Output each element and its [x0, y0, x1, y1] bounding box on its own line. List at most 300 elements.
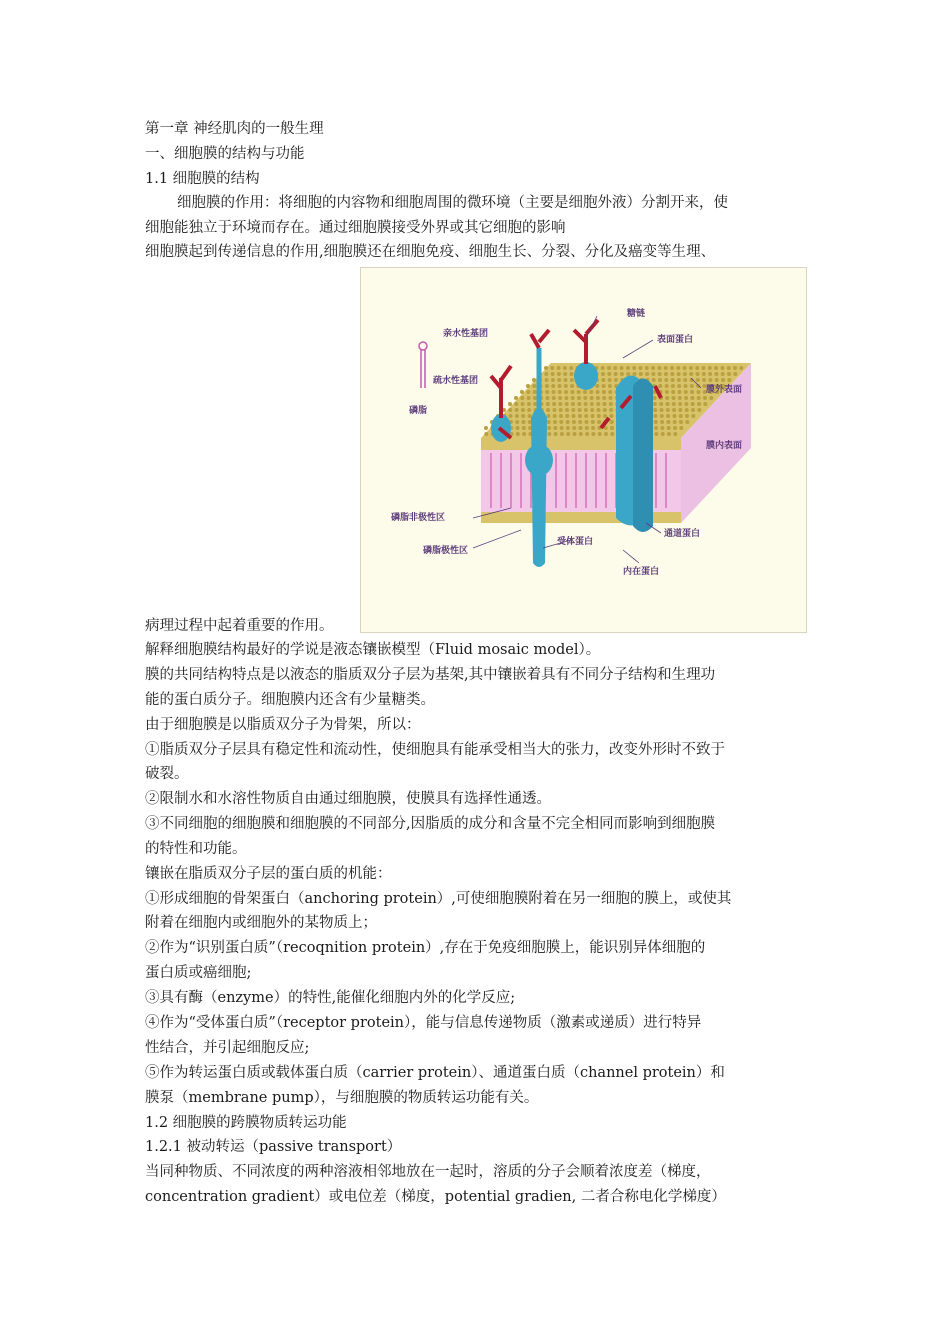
- lipid-head-bead: [654, 426, 658, 430]
- lipid-head-bead: [691, 414, 695, 418]
- lipid-head-bead: [691, 402, 695, 406]
- lipid-head-bead: [671, 378, 675, 382]
- lipid-head-bead: [721, 378, 725, 382]
- lipid-head-bead: [702, 366, 706, 370]
- lipid-head-bead: [671, 384, 675, 388]
- lipid-head-bead: [585, 432, 589, 436]
- lipid-head-bead: [591, 426, 595, 430]
- lipid-head-bead: [560, 432, 564, 436]
- list-item: ①脂质双分子层具有稳定性和流动性，使细胞具有能承受相当大的张力，改变外形时不致于: [145, 742, 725, 758]
- phospholipid-icon: [419, 342, 427, 350]
- list-item: ②限制水和水溶性物质自由通过细胞膜，使膜具有选择性通透。: [145, 791, 551, 807]
- lipid-head-bead: [520, 396, 524, 400]
- lipid-head-bead: [589, 390, 593, 394]
- lipid-head-bead: [607, 366, 611, 370]
- lipid-head-bead: [560, 426, 564, 430]
- lipid-head-bead: [678, 390, 682, 394]
- lipid-head-bead: [672, 408, 676, 412]
- lipid-head-bead: [547, 426, 551, 430]
- lipid-head-bead: [620, 366, 624, 370]
- paragraph-line: 病理过程中起着重要的作用。: [145, 618, 334, 634]
- paragraph-line: 由于细胞膜是以脂质双分子为骨架，所以：: [145, 717, 421, 733]
- lipid-head-bead: [596, 396, 600, 400]
- lipid-head-bead: [527, 408, 531, 412]
- lipid-head-bead: [690, 396, 694, 400]
- lipid-head-bead: [584, 414, 588, 418]
- lipid-head-bead: [546, 396, 550, 400]
- lipid-head-bead: [564, 384, 568, 388]
- lipid-head-bead: [563, 366, 567, 370]
- lipid-head-bead: [666, 420, 670, 424]
- lipid-head-bead: [667, 426, 671, 430]
- lipid-head-bead: [690, 390, 694, 394]
- lipid-head-bead: [557, 372, 561, 376]
- lipid-head-bead: [597, 408, 601, 412]
- paragraph-line: concentration gradient）或电位差（梯度，potential gradien, 二者合称电化学梯度）: [145, 1189, 726, 1205]
- lipid-head-bead: [554, 432, 558, 436]
- lipid-head-bead: [570, 390, 574, 394]
- lipid-head-bead: [678, 396, 682, 400]
- lipid-head-bead: [666, 414, 670, 418]
- lipid-head-bead: [721, 372, 725, 376]
- lipid-head-bead: [601, 372, 605, 376]
- lipid-head-bead: [514, 402, 518, 406]
- lipid-head-bead: [545, 384, 549, 388]
- lipid-head-bead: [545, 378, 549, 382]
- lipid-head-bead: [690, 384, 694, 388]
- lipid-head-bead: [633, 372, 637, 376]
- lipid-head-bead: [522, 426, 526, 430]
- lipid-head-bead: [559, 420, 563, 424]
- lipid-head-bead: [714, 366, 718, 370]
- lipid-head-bead: [526, 384, 530, 388]
- label-hydrophobic: 疏水性基团: [433, 376, 479, 386]
- lipid-head-bead: [678, 408, 682, 412]
- lipid-head-bead: [552, 402, 556, 406]
- lipid-head-bead: [689, 372, 693, 376]
- lipid-head-bead: [533, 390, 537, 394]
- lipid-head-bead: [602, 390, 606, 394]
- lipid-head-bead: [677, 384, 681, 388]
- lipid-head-bead: [509, 414, 513, 418]
- lipid-head-bead: [673, 420, 677, 424]
- lipid-head-bead: [564, 396, 568, 400]
- paragraph-line: 细胞能独立于环境而存在。通过细胞膜接受外界或其它细胞的影响: [145, 220, 566, 236]
- lipid-head-bead: [660, 426, 664, 430]
- lipid-head-bead: [570, 372, 574, 376]
- lipid-head-bead: [516, 432, 520, 436]
- lipid-head-bead: [585, 420, 589, 424]
- lipid-head-bead: [608, 384, 612, 388]
- lipid-head-bead: [572, 414, 576, 418]
- lipid-head-bead: [484, 426, 488, 430]
- paragraph-line: 解释细胞膜结构最好的学说是液态镶嵌模型（Fluid mosaic model）。: [145, 642, 601, 658]
- lipid-head-bead: [708, 372, 712, 376]
- lipid-head-bead: [613, 366, 617, 370]
- lipid-head-bead: [685, 420, 689, 424]
- lipid-head-bead: [654, 414, 658, 418]
- lipid-head-bead: [521, 402, 525, 406]
- lipid-head-bead: [653, 402, 657, 406]
- lipid-head-bead: [660, 414, 664, 418]
- lipid-head-bead: [595, 384, 599, 388]
- lipid-head-bead: [684, 396, 688, 400]
- lipid-head-bead: [607, 372, 611, 376]
- list-item: 膜泵（membrane pump），与细胞膜的物质转运功能有关。: [145, 1090, 539, 1106]
- lipid-head-bead: [677, 378, 681, 382]
- lipid-head-bead: [702, 378, 706, 382]
- paragraph-line: 细胞膜的作用：将细胞的内容物和细胞周围的微环境（主要是细胞外液）分割开来，使: [177, 195, 728, 211]
- lipid-head-bead: [610, 426, 614, 430]
- lipid-head-bead: [697, 396, 701, 400]
- lipid-head-bead: [578, 420, 582, 424]
- lipid-head-bead: [696, 390, 700, 394]
- lipid-head-bead: [572, 426, 576, 430]
- channel-protein-shape-2: [633, 379, 653, 533]
- lipid-head-bead: [559, 408, 563, 412]
- lipid-head-bead: [708, 378, 712, 382]
- lipid-head-bead: [521, 408, 525, 412]
- lipid-head-bead: [521, 414, 525, 418]
- lipid-head-bead: [639, 366, 643, 370]
- lipid-head-bead: [603, 414, 607, 418]
- lipid-head-bead: [665, 396, 669, 400]
- lipid-head-bead: [558, 390, 562, 394]
- lipid-head-bead: [654, 420, 658, 424]
- lipid-head-bead: [733, 372, 737, 376]
- lipid-head-bead: [673, 432, 677, 436]
- lipid-head-bead: [584, 408, 588, 412]
- lipid-head-bead: [684, 390, 688, 394]
- lipid-head-bead: [522, 432, 526, 436]
- lipid-head-bead: [596, 390, 600, 394]
- subsection-heading: 1.1 细胞膜的结构: [145, 171, 260, 187]
- lipid-head-bead: [695, 366, 699, 370]
- lipid-head-bead: [565, 408, 569, 412]
- lipid-head-bead: [508, 408, 512, 412]
- lipid-head-bead: [571, 402, 575, 406]
- lipid-head-bead: [484, 432, 488, 436]
- lipid-head-bead: [697, 402, 701, 406]
- lipid-head-bead: [660, 408, 664, 412]
- paragraph-line: 镶嵌在脂质双分子层的蛋白质的机能：: [145, 866, 392, 882]
- lipid-head-bead: [559, 414, 563, 418]
- list-item: ⑤作为转运蛋白质或载体蛋白质（carrier protein）、通道蛋白质（channel protein）和: [145, 1065, 725, 1081]
- lipid-head-bead: [679, 414, 683, 418]
- lipid-head-bead: [558, 396, 562, 400]
- lipid-head-bead: [651, 366, 655, 370]
- lipid-head-bead: [672, 402, 676, 406]
- label-phospholipid: 磷脂: [409, 406, 428, 416]
- lipid-head-bead: [665, 384, 669, 388]
- lipid-head-bead: [565, 402, 569, 406]
- subsection-heading: 1.2.1 被动转运（passive transport）: [145, 1139, 402, 1155]
- list-item: ①形成细胞的骨架蛋白（anchoring protein）,可使细胞膜附着在另一细胞的膜上，或使其: [145, 891, 732, 907]
- lipid-head-bead: [546, 408, 550, 412]
- lipid-head-bead: [584, 402, 588, 406]
- lipid-head-bead: [597, 420, 601, 424]
- paragraph-line: 细胞膜起到传递信息的作用,细胞膜还在细胞免疫、细胞生长、分裂、分化及癌变等生理、: [145, 244, 716, 260]
- lipid-head-bead: [577, 390, 581, 394]
- lipid-head-bead: [578, 408, 582, 412]
- lipid-head-bead: [577, 396, 581, 400]
- lipid-head-bead: [652, 378, 656, 382]
- lipid-head-bead: [569, 366, 573, 370]
- lipid-head-bead: [683, 372, 687, 376]
- lipid-head-bead: [684, 384, 688, 388]
- lipid-head-bead: [557, 378, 561, 382]
- lipid-head-bead: [551, 372, 555, 376]
- lipid-head-bead: [546, 414, 550, 418]
- lipid-head-bead: [727, 366, 731, 370]
- lipid-head-bead: [620, 372, 624, 376]
- label-nonpolar: 磷脂非极性区: [391, 513, 446, 523]
- lipid-head-bead: [508, 402, 512, 406]
- lipid-head-bead: [683, 378, 687, 382]
- lipid-head-bead: [515, 408, 519, 412]
- lipid-head-bead: [709, 396, 713, 400]
- lipid-head-bead: [609, 408, 613, 412]
- lipid-head-bead: [573, 432, 577, 436]
- lipid-head-bead: [547, 420, 551, 424]
- lipid-head-bead: [639, 372, 643, 376]
- lipid-head-bead: [583, 396, 587, 400]
- lipid-head-bead: [553, 420, 557, 424]
- lipid-head-bead: [660, 420, 664, 424]
- lipid-head-bead: [572, 420, 576, 424]
- lipid-head-bead: [591, 420, 595, 424]
- lipid-head-bead: [545, 390, 549, 394]
- lipid-head-bead: [661, 432, 665, 436]
- paragraph-line: 当同种物质、不同浓度的两种溶液相邻地放在一起时，溶质的分子会顺着浓度差（梯度，: [145, 1164, 711, 1180]
- lipid-head-bead: [658, 378, 662, 382]
- lipid-head-bead: [533, 396, 537, 400]
- lipid-head-bead: [715, 378, 719, 382]
- lipid-head-bead: [703, 396, 707, 400]
- lipid-head-bead: [570, 378, 574, 382]
- lipid-head-bead: [608, 378, 612, 382]
- lipid-head-bead: [720, 366, 724, 370]
- lipid-head-bead: [670, 366, 674, 370]
- lipid-head-bead: [733, 366, 737, 370]
- lipid-head-bead: [691, 408, 695, 412]
- lipid-head-bead: [603, 402, 607, 406]
- lipid-head-bead: [566, 420, 570, 424]
- lipid-head-bead: [551, 378, 555, 382]
- lipid-head-bead: [666, 408, 670, 412]
- lipid-head-bead: [598, 432, 602, 436]
- list-item: ③具有酶（enzyme）的特性,能催化细胞内外的化学反应;: [145, 990, 516, 1006]
- lipid-head-bead: [532, 384, 536, 388]
- list-item: 附着在细胞内或细胞外的某物质上；: [145, 915, 377, 931]
- lipid-head-bead: [564, 390, 568, 394]
- lipid-head-bead: [671, 390, 675, 394]
- lipid-head-bead: [578, 414, 582, 418]
- lipid-head-bead: [666, 402, 670, 406]
- lipid-head-bead: [565, 414, 569, 418]
- lipid-head-bead: [601, 378, 605, 382]
- label-sugar-chain: 糖链: [627, 309, 646, 319]
- lipid-head-bead: [645, 366, 649, 370]
- lipid-head-bead: [514, 396, 518, 400]
- lipid-head-bead: [678, 402, 682, 406]
- receptor-protein-shape: [531, 408, 547, 567]
- lipid-head-bead: [522, 420, 526, 424]
- lipid-head-bead: [516, 426, 520, 430]
- lipid-head-bead: [664, 366, 668, 370]
- receptor-protein-head: [525, 444, 553, 476]
- lipid-head-bead: [590, 408, 594, 412]
- lipid-head-bead: [601, 366, 605, 370]
- lipid-head-bead: [696, 378, 700, 382]
- lipid-head-bead: [563, 372, 567, 376]
- section-heading: 一、细胞膜的结构与功能: [145, 146, 305, 162]
- lipid-head-bead: [659, 402, 663, 406]
- lipid-head-bead: [702, 372, 706, 376]
- cell-membrane-figure: [360, 267, 807, 633]
- lipid-head-bead: [590, 402, 594, 406]
- surface-protein-shape: [574, 362, 598, 390]
- lipid-head-bead: [528, 414, 532, 418]
- lipid-head-bead: [553, 414, 557, 418]
- lipid-head-bead: [714, 372, 718, 376]
- lipid-head-bead: [679, 420, 683, 424]
- lipid-head-bead: [570, 384, 574, 388]
- lipid-head-bead: [610, 420, 614, 424]
- lipid-head-bead: [515, 420, 519, 424]
- lipid-head-bead: [685, 414, 689, 418]
- lipid-head-bead: [591, 432, 595, 436]
- lipid-head-bead: [653, 408, 657, 412]
- lipid-head-bead: [653, 396, 657, 400]
- lipid-head-bead: [557, 366, 561, 370]
- lipid-head-bead: [670, 372, 674, 376]
- lipid-head-bead: [544, 366, 548, 370]
- chapter-title: 第一章 神经肌肉的一般生理: [145, 121, 324, 137]
- lipid-head-bead: [550, 366, 554, 370]
- lipid-head-bead: [597, 414, 601, 418]
- fluid-mosaic-diagram: [361, 268, 806, 632]
- lipid-head-bead: [558, 402, 562, 406]
- lipid-head-bead: [676, 366, 680, 370]
- lipid-head-bead: [679, 426, 683, 430]
- lipid-head-bead: [577, 402, 581, 406]
- lipid-head-bead: [527, 396, 531, 400]
- lipid-head-bead: [626, 366, 630, 370]
- lipid-head-bead: [685, 408, 689, 412]
- lipid-head-bead: [654, 432, 658, 436]
- lipid-head-bead: [658, 372, 662, 376]
- lipid-head-bead: [547, 432, 551, 436]
- label-receptor-protein: 受体蛋白: [557, 537, 594, 547]
- lipid-head-bead: [703, 402, 707, 406]
- label-inner-protein: 内在蛋白: [623, 567, 660, 577]
- lipid-head-bead: [664, 372, 668, 376]
- list-item: ③不同细胞的细胞膜和细胞膜的不同部分,因脂质的成分和含量不完全相同而影响到细胞膜: [145, 816, 716, 832]
- lipid-head-bead: [727, 378, 731, 382]
- lipid-head-bead: [551, 384, 555, 388]
- lipid-head-bead: [632, 366, 636, 370]
- lipid-head-bead: [532, 378, 536, 382]
- lipid-head-bead: [739, 366, 743, 370]
- lipid-head-bead: [544, 372, 548, 376]
- label-polar: 磷脂极性区: [423, 546, 469, 556]
- lipid-head-bead: [665, 390, 669, 394]
- list-item: 性结合，并引起细胞反应;: [145, 1040, 310, 1056]
- lipid-head-bead: [667, 432, 671, 436]
- lipid-head-bead: [552, 396, 556, 400]
- lipid-head-bead: [603, 408, 607, 412]
- lipid-head-bead: [609, 414, 613, 418]
- lipid-head-bead: [651, 372, 655, 376]
- lipid-head-bead: [527, 402, 531, 406]
- lipid-head-bead: [590, 396, 594, 400]
- lipid-head-bead: [614, 372, 618, 376]
- lipid-head-bead: [602, 396, 606, 400]
- label-inner-surface: 膜内表面: [706, 441, 743, 451]
- lipid-head-bead: [585, 426, 589, 430]
- lipid-head-bead: [677, 372, 681, 376]
- lipid-head-bead: [609, 396, 613, 400]
- lipid-head-bead: [596, 402, 600, 406]
- lipid-head-bead: [672, 396, 676, 400]
- lipid-head-bead: [697, 408, 701, 412]
- lipid-head-bead: [526, 390, 530, 394]
- lipid-head-bead: [673, 426, 677, 430]
- lipid-head-bead: [610, 432, 614, 436]
- lipid-head-bead: [708, 366, 712, 370]
- list-item: 蛋白质或癌细胞;: [145, 965, 252, 981]
- lipid-head-bead: [608, 390, 612, 394]
- lipid-head-bead: [604, 432, 608, 436]
- lipid-head-bead: [571, 408, 575, 412]
- lipid-head-bead: [571, 396, 575, 400]
- lipid-head-bead: [566, 426, 570, 430]
- lipid-head-bead: [645, 372, 649, 376]
- list-item: ②作为“识别蛋白质”（recoqnition protein）,存在于免疫细胞膜上，能识别异体细胞的: [145, 940, 706, 956]
- subsection-heading: 1.2 细胞膜的跨膜物质转运功能: [145, 1115, 347, 1131]
- lipid-head-bead: [520, 390, 524, 394]
- lipid-head-bead: [552, 390, 556, 394]
- lipid-head-bead: [684, 402, 688, 406]
- lipid-head-bead: [696, 372, 700, 376]
- lipid-head-bead: [558, 384, 562, 388]
- lipid-head-bead: [609, 402, 613, 406]
- list-item: 破裂。: [145, 766, 189, 782]
- lipid-head-bead: [579, 426, 583, 430]
- lipid-head-bead: [546, 402, 550, 406]
- list-item: 的特性和功能。: [145, 841, 247, 857]
- lipid-head-bead: [552, 408, 556, 412]
- lipid-head-bead: [566, 432, 570, 436]
- label-hydrophilic: 亲水性基团: [443, 329, 489, 339]
- lipid-head-bead: [727, 372, 731, 376]
- lipid-head-bead: [683, 366, 687, 370]
- lipid-head-bead: [564, 378, 568, 382]
- label-outer-surface: 膜外表面: [706, 385, 743, 395]
- lipid-head-bead: [591, 414, 595, 418]
- lipid-head-bead: [689, 366, 693, 370]
- lipid-head-bead: [626, 372, 630, 376]
- label-surface-protein: 表面蛋白: [657, 335, 694, 345]
- list-item: ④作为“受体蛋白质”（receptor protein），能与信息传递物质（激素或递质）进行特异: [145, 1015, 702, 1031]
- lipid-head-bead: [583, 390, 587, 394]
- lipid-head-bead: [664, 378, 668, 382]
- lipid-head-bead: [657, 366, 661, 370]
- lipid-head-bead: [579, 432, 583, 436]
- paragraph-line: 膜的共同结构特点是以液态的脂质双分子层为基架,其中镶嵌着具有不同分子结构和生理功: [145, 667, 716, 683]
- lipid-head-bead: [658, 384, 662, 388]
